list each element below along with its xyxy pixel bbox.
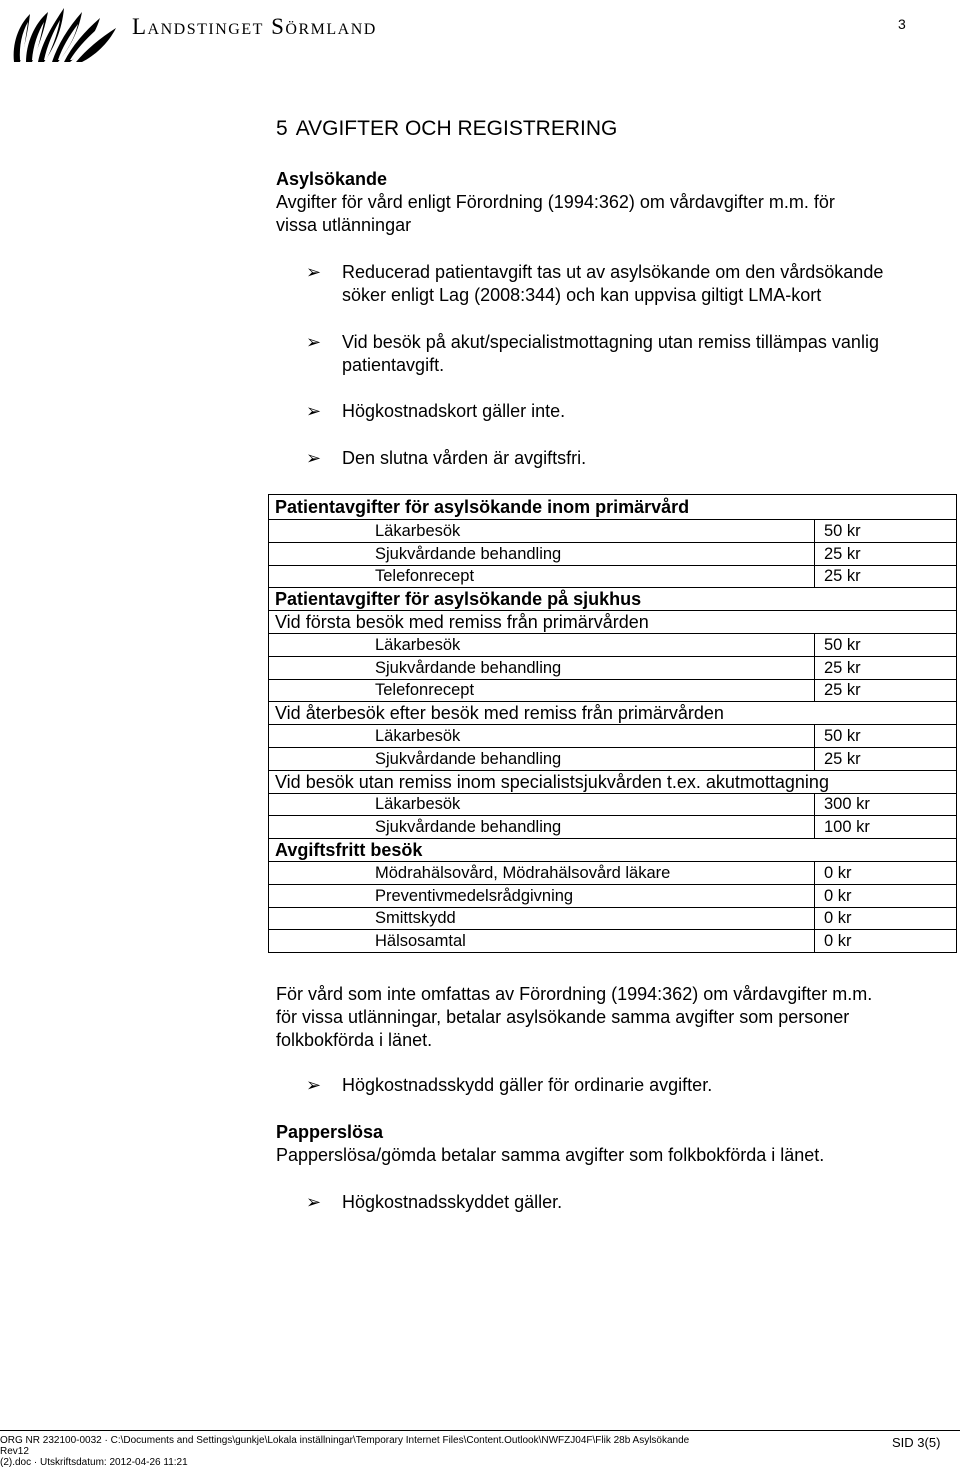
arrow-bullet-icon: ➢ xyxy=(306,332,322,352)
section-number: 5 xyxy=(276,117,288,140)
bullet-item xyxy=(342,261,942,307)
fee-item-price: 0 kr xyxy=(815,907,957,930)
table-row xyxy=(269,725,957,748)
bullet-item xyxy=(342,331,942,377)
table-row xyxy=(269,611,957,634)
table-row xyxy=(269,588,957,611)
landstinget-sormland-flower-logo xyxy=(8,4,120,66)
fee-item-label: Preventivmedelsrådgivning xyxy=(269,884,815,907)
table-row xyxy=(269,495,957,520)
fee-section-heading: Avgiftsfritt besök xyxy=(269,839,957,862)
table-row xyxy=(269,542,957,565)
table-row xyxy=(269,930,957,953)
table-row xyxy=(269,565,957,588)
fee-item-label: Sjukvårdande behandling xyxy=(269,656,815,679)
fee-subsection-heading: Vid besök utan remiss inom specialistsjukvården t.ex. akutmottagning xyxy=(269,770,957,793)
after-table-line3: folkbokförda i länet. xyxy=(276,1030,433,1050)
fee-item-price: 100 kr xyxy=(815,816,957,839)
section-title xyxy=(276,117,617,141)
fee-subsection-heading: Vid återbesök efter besök med remiss från primärvården xyxy=(269,702,957,725)
asyl-heading: Asylsökande xyxy=(276,169,388,189)
table-row xyxy=(269,679,957,702)
fee-table xyxy=(268,494,957,953)
fee-item-label: Telefonrecept xyxy=(269,679,815,702)
arrow-bullet-icon: ➢ xyxy=(306,1075,322,1095)
fee-item-label: Mödrahälsovård, Mödrahälsovård läkare xyxy=(269,861,815,884)
table-row xyxy=(269,770,957,793)
fee-item-label: Läkarbesök xyxy=(269,520,815,543)
table-row xyxy=(269,816,957,839)
fee-item-price: 25 kr xyxy=(815,542,957,565)
fee-item-price: 0 kr xyxy=(815,930,957,953)
fee-item-label: Läkarbesök xyxy=(269,725,815,748)
table-row xyxy=(269,884,957,907)
papperslosa-heading: Papperslösa xyxy=(276,1122,384,1142)
table-row xyxy=(269,747,957,770)
table-row xyxy=(269,839,957,862)
footer-text xyxy=(0,1435,700,1468)
bullet-line: patientavgift. xyxy=(342,355,445,375)
papperslosa-text: Papperslösa/gömda betalar samma avgifter som folkbokförda i länet. xyxy=(276,1145,825,1165)
bullet-item: Högkostnadsskyddet gäller. xyxy=(342,1192,563,1212)
fee-item-label: Läkarbesök xyxy=(269,633,815,656)
arrow-bullet-icon: ➢ xyxy=(306,1192,322,1212)
after-table-line2: för vissa utlänningar, betalar asylsökande samma avgifter som personer xyxy=(276,1007,850,1027)
footer-line2: (2).doc · Utskriftsdatum: 2012-04-26 11:21 xyxy=(0,1457,188,1468)
fee-item-price: 50 kr xyxy=(815,633,957,656)
asyl-intro-line1: Avgifter för vård enligt Förordning (1994:362) om vårdavgifter m.m. för xyxy=(276,192,835,212)
bullet-line: Reducerad patientavgift tas ut av asylsökande om den vårdsökande xyxy=(342,262,884,282)
table-row xyxy=(269,861,957,884)
asyl-intro-line2: vissa utlänningar xyxy=(276,215,412,235)
footer-divider xyxy=(0,1430,960,1431)
fee-item-price: 50 kr xyxy=(815,725,957,748)
org-name: Landstinget Sörmland xyxy=(132,14,377,39)
section-title-text: AVGIFTER OCH REGISTRERING xyxy=(295,117,618,140)
table-row xyxy=(269,520,957,543)
fee-item-price: 25 kr xyxy=(815,565,957,588)
arrow-bullet-icon: ➢ xyxy=(306,448,322,468)
fee-item-label: Smittskydd xyxy=(269,907,815,930)
fee-item-label: Sjukvårdande behandling xyxy=(269,542,815,565)
fee-item-label: Sjukvårdande behandling xyxy=(269,816,815,839)
page-number: 3 xyxy=(898,16,906,32)
fee-item-price: 25 kr xyxy=(815,679,957,702)
fee-item-label: Telefonrecept xyxy=(269,565,815,588)
fee-section-heading: Patientavgifter för asylsökande på sjukhus xyxy=(269,588,957,611)
after-table-line1: För vård som inte omfattas av Förordning (1994:362) om vårdavgifter m.m. xyxy=(276,984,873,1004)
fee-item-price: 0 kr xyxy=(815,884,957,907)
footer-line1: ORG NR 232100-0032 · C:\Documents and Settings\gunkje\Lokala inställningar\Temporary Internet Files\Content.Outlook\NWFZJ04F\Flik 28b Asylsökande Rev12 xyxy=(0,1435,690,1457)
fee-subsection-heading: Vid första besök med remiss från primärvården xyxy=(269,611,957,634)
bullet-line: Vid besök på akut/specialistmottagning utan remiss tillämpas vanlig xyxy=(342,332,879,352)
bullet-item: Högkostnadskort gäller inte. xyxy=(342,401,566,421)
fee-item-label: Läkarbesök xyxy=(269,793,815,816)
fee-item-label: Sjukvårdande behandling xyxy=(269,747,815,770)
bullet-item: Den slutna vården är avgiftsfri. xyxy=(342,448,587,468)
table-row xyxy=(269,656,957,679)
table-row xyxy=(269,793,957,816)
table-row xyxy=(269,633,957,656)
fee-item-price: 25 kr xyxy=(815,747,957,770)
footer-page-id: SID 3(5) xyxy=(892,1435,941,1450)
bullet-line: söker enligt Lag (2008:344) och kan uppvisa giltigt LMA-kort xyxy=(342,285,822,305)
arrow-bullet-icon: ➢ xyxy=(306,262,322,282)
fee-item-label: Hälsosamtal xyxy=(269,930,815,953)
table-row xyxy=(269,702,957,725)
fee-item-price: 0 kr xyxy=(815,861,957,884)
table-row xyxy=(269,907,957,930)
bullet-item: Högkostnadsskydd gäller för ordinarie avgifter. xyxy=(342,1075,713,1095)
fee-item-price: 300 kr xyxy=(815,793,957,816)
fee-item-price: 25 kr xyxy=(815,656,957,679)
arrow-bullet-icon: ➢ xyxy=(306,401,322,421)
fee-section-heading: Patientavgifter för asylsökande inom primärvård xyxy=(269,495,957,520)
fee-item-price: 50 kr xyxy=(815,520,957,543)
